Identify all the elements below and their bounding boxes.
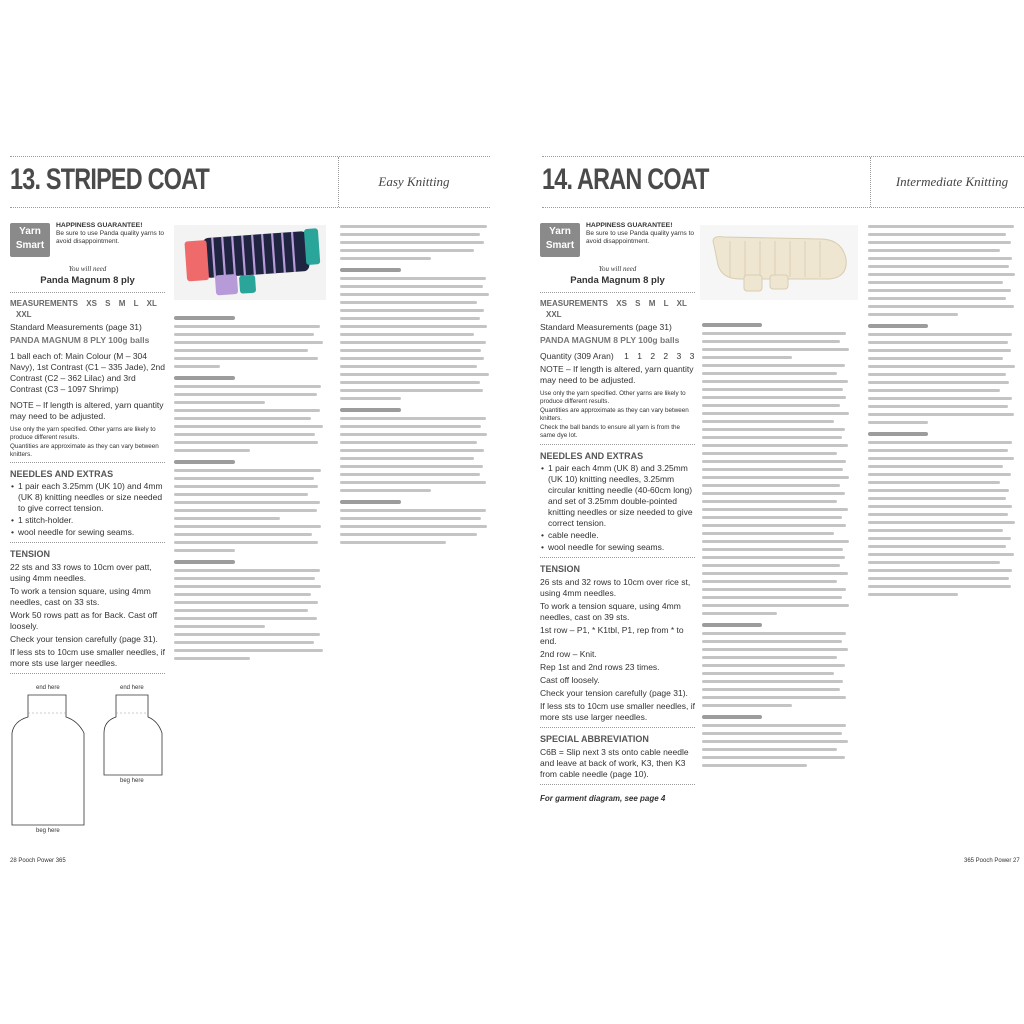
list-item: • 1 pair each 4mm (UK 8) and 3.25mm (UK 10) knitting needles, 3.25mm circular knitting needle (40-60cm long) and set of 3.25mm double-pointed knitting needles or size needed to give correct tension. bbox=[540, 463, 695, 529]
tension-line: Work 50 rows patt as for Back. Cast off loosely. bbox=[10, 610, 158, 632]
divider bbox=[540, 444, 695, 445]
yarn-smart-badge: Yarn Smart bbox=[540, 223, 580, 257]
tension-line: Check your tension carefully (page 31). bbox=[540, 687, 688, 698]
you-will-need-label: You will need bbox=[68, 265, 107, 273]
list-item: • 1 stitch-holder. bbox=[10, 515, 165, 526]
divider bbox=[10, 673, 165, 674]
divider bbox=[540, 557, 695, 558]
tension-line: 2nd row – Knit. bbox=[540, 648, 597, 659]
small-note: Check the ball bands to ensure all yarn is from the same dye lot. bbox=[540, 424, 681, 439]
aran-coat-image bbox=[700, 225, 858, 300]
yarn-note: NOTE – If length is altered, yarn quantity may need to be adjusted. bbox=[540, 364, 694, 385]
yarn-name: Panda Magnum 8 ply bbox=[570, 275, 665, 286]
needles-heading: NEEDLES AND EXTRAS bbox=[540, 450, 644, 461]
list-item: • 1 pair each 3.25mm (UK 10) and 4mm (UK 8) knitting needles or size needed to give correct tension. bbox=[10, 481, 165, 514]
right-page bbox=[512, 0, 1024, 1024]
difficulty-level: Intermediate Knitting bbox=[895, 174, 1009, 189]
tension-line: 22 sts and 33 rows to 10cm over patt, using 4mm needles. bbox=[10, 562, 152, 584]
yarn-smart-box bbox=[10, 220, 165, 262]
diagram-label: end here bbox=[36, 685, 60, 691]
tension-line: To work a tension square, using 4mm needles, cast on 39 sts. bbox=[540, 600, 681, 622]
yarn-balls-label: PANDA MAGNUM 8 PLY 100g balls bbox=[540, 335, 680, 345]
you-will-need-label: You will need bbox=[598, 265, 637, 273]
small-note: Use only the yarn specified. Other yarns are likely to produce different results. bbox=[10, 426, 156, 441]
small-note: Quantities are approximate as they can vary between knitters. bbox=[10, 443, 159, 458]
tension-heading: TENSION bbox=[10, 549, 51, 560]
abbreviation-heading: SPECIAL ABBREVIATION bbox=[540, 733, 649, 744]
striped-coat-photo bbox=[174, 225, 326, 300]
measurements-row: MEASUREMENTS XS S M L XL XXL bbox=[540, 299, 687, 319]
yarn-smart-box bbox=[540, 220, 695, 262]
blurred-pattern-text bbox=[340, 225, 492, 549]
tension-line: 26 sts and 32 rows to 10cm over rice st, using 4mm needles. bbox=[540, 576, 691, 598]
diagram-label: beg here bbox=[36, 828, 60, 834]
yarn-smart-badge: Yarn Smart bbox=[10, 223, 50, 257]
blurred-pattern-text bbox=[868, 225, 1018, 601]
aran-coat-photo bbox=[700, 225, 858, 300]
materials-text: 1 ball each of: Main Colour (M – 304 Navy), 1st Contrast (C1 – 335 Jade), 2nd Contrast (C2 – 362 Lilac) and 3rd Contrast (C3 – 1097 Shrimp) bbox=[10, 351, 165, 394]
divider bbox=[540, 727, 695, 728]
tension-line: If less sts to 10cm use smaller needles, if more sts use larger needles. bbox=[540, 700, 695, 722]
yarn-note: NOTE – If length is altered, yarn quantity may need to be adjusted. bbox=[10, 400, 164, 421]
blurred-pattern-text bbox=[174, 308, 326, 665]
divider bbox=[10, 292, 165, 293]
abbreviation-text: C6B = Slip next 3 sts onto cable needle and leave at back of work, K3, then K3 from cable needle (page 10). bbox=[540, 746, 689, 779]
pattern-header bbox=[542, 156, 1024, 208]
divider bbox=[10, 542, 165, 543]
tension-line: To work a tension square, using 4mm needles, cast on 33 sts. bbox=[10, 586, 151, 608]
tension-line: 1st row – P1, * K1tbl, P1, rep from * to end. bbox=[540, 624, 684, 646]
diagram-label: end here bbox=[120, 685, 144, 691]
divider bbox=[540, 292, 695, 293]
standard-measurements: Standard Measurements (page 31) bbox=[540, 322, 672, 332]
materials-column bbox=[540, 220, 695, 804]
page-footer: 365 Pooch Power 27 bbox=[964, 858, 1020, 864]
tension-line: Rep 1st and 2nd rows 23 times. bbox=[540, 661, 660, 672]
blurred-pattern-text bbox=[702, 315, 852, 772]
materials-column bbox=[10, 220, 165, 678]
difficulty-level: Easy Knitting bbox=[378, 174, 450, 189]
yarn-balls-label: PANDA MAGNUM 8 PLY 100g balls bbox=[10, 335, 150, 345]
tension-line: Check your tension carefully (page 31). bbox=[10, 634, 158, 645]
list-item: • wool needle for sewing seams. bbox=[540, 542, 695, 553]
pattern-header bbox=[10, 156, 490, 208]
pattern-title: 13. STRIPED COAT bbox=[10, 163, 210, 196]
garment-diagram bbox=[8, 685, 168, 840]
tension-line: Cast off loosely. bbox=[540, 674, 600, 685]
tension-line: If less sts to 10cm use smaller needles, if more sts use larger needles. bbox=[10, 647, 165, 669]
page-footer: 28 Pooch Power 365 bbox=[10, 858, 66, 864]
happiness-guarantee: HAPPINESS GUARANTEE! Be sure to use Panda quality yarns to avoid disappointment. bbox=[56, 222, 165, 245]
quantity-row: Quantity (309 Aran) 1 1 2 2 3 3 bbox=[540, 351, 695, 361]
pattern-title: 14. ARAN COAT bbox=[542, 163, 709, 196]
tension-heading: TENSION bbox=[540, 563, 581, 574]
list-item: • cable needle. bbox=[540, 530, 695, 541]
happiness-guarantee: HAPPINESS GUARANTEE! Be sure to use Panda quality yarns to avoid disappointment. bbox=[586, 222, 695, 245]
yarn-name: Panda Magnum 8 ply bbox=[40, 275, 135, 286]
small-note: Use only the yarn specified. Other yarns are likely to produce different results. bbox=[540, 390, 686, 405]
small-note: Quantities are approximate as they can vary between knitters. bbox=[540, 407, 689, 422]
measurements-row: MEASUREMENTS XS S M L XL XXL bbox=[10, 299, 157, 319]
standard-measurements: Standard Measurements (page 31) bbox=[10, 322, 142, 332]
diagram-label: beg here bbox=[120, 778, 144, 784]
garment-diagram-drawing bbox=[8, 685, 168, 840]
diagram-reference: For garment diagram, see page 4 bbox=[540, 793, 666, 803]
divider bbox=[10, 462, 165, 463]
needles-heading: NEEDLES AND EXTRAS bbox=[10, 469, 114, 480]
list-item: • wool needle for sewing seams. bbox=[10, 527, 165, 538]
striped-coat-image bbox=[174, 225, 326, 300]
divider bbox=[540, 784, 695, 785]
